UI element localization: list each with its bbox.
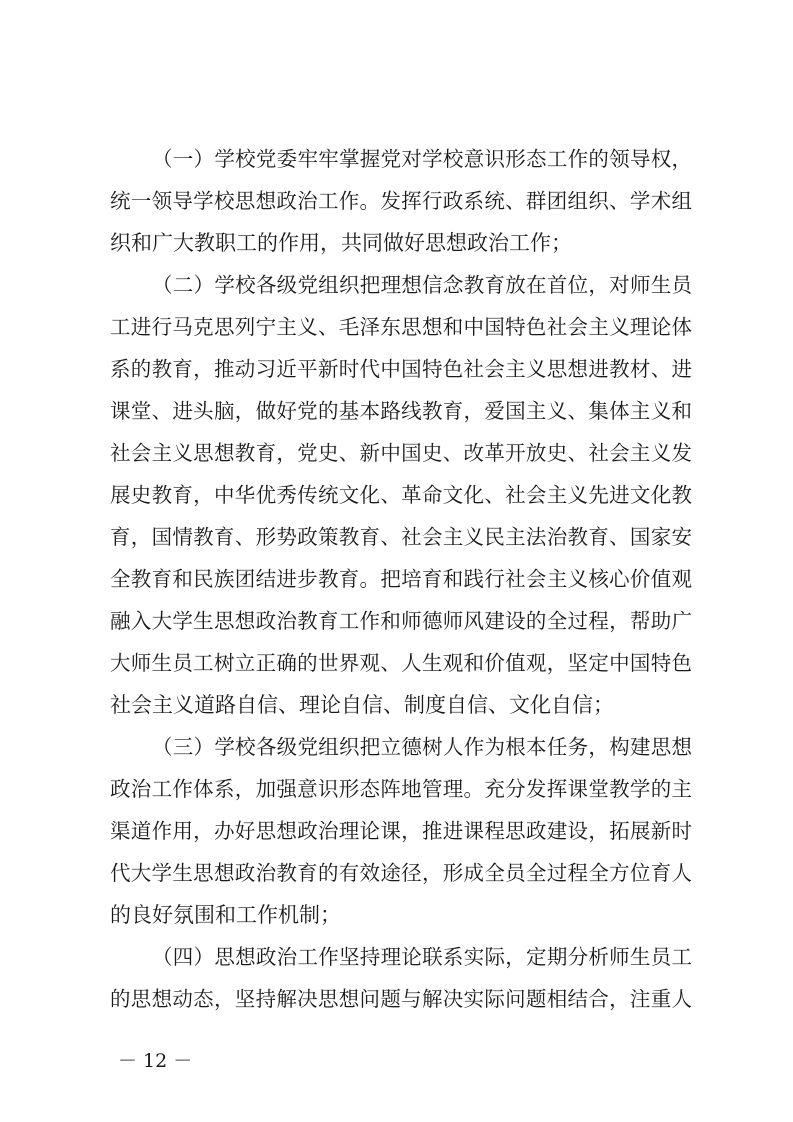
- paragraph-2-line-6: 展史教育，中华优秀传统文化、革命文化、社会主义先进文化教: [110, 483, 692, 507]
- paragraph-2-line-5: 社会主义思想教育，党史、新中国史、改革开放史、社会主义发: [110, 441, 692, 465]
- paragraph-2-line-10: 大师生员工树立正确的世界观、人生观和价值观，坚定中国特色: [110, 651, 692, 675]
- paragraph-3-line-3: 渠道作用，办好思想政治理论课，推进课程思政建设，拓展新时: [110, 819, 692, 843]
- paragraph-3-line-5: 的良好氛围和工作机制；: [110, 903, 341, 927]
- paragraph-2-line-1: （二）学校各级党组织把理想信念教育放在首位，对师生员: [152, 273, 692, 297]
- paragraph-2-line-8: 全教育和民族团结进步教育。把培育和践行社会主义核心价值观: [110, 567, 692, 591]
- page-number: － 12 －: [118, 1050, 193, 1072]
- paragraph-4-line-2: 的思想动态，坚持解决思想问题与解决实际问题相结合，注重人: [110, 987, 692, 1011]
- paragraph-2-line-2: 工进行马克思列宁主义、毛泽东思想和中国特色社会主义理论体: [110, 315, 692, 339]
- paragraph-4-line-1: （四）思想政治工作坚持理论联系实际，定期分析师生员工: [152, 945, 692, 969]
- paragraph-2-line-4: 课堂、进头脑，做好党的基本路线教育，爱国主义、集体主义和: [110, 399, 692, 423]
- paragraph-2-line-7: 育，国情教育、形势政策教育、社会主义民主法治教育、国家安: [110, 525, 692, 549]
- paragraph-3-line-4: 代大学生思想政治教育的有效途径，形成全员全过程全方位育人: [110, 861, 692, 885]
- paragraph-1-line-1: （一）学校党委牢牢掌握党对学校意识形态工作的领导权，: [152, 147, 692, 171]
- paragraph-3-line-1: （三）学校各级党组织把立德树人作为根本任务，构建思想: [152, 735, 692, 759]
- paragraph-1-line-3: 织和广大教职工的作用，共同做好思想政治工作；: [110, 231, 572, 255]
- paragraph-1-line-2: 统一领导学校思想政治工作。发挥行政系统、群团组织、学术组: [110, 189, 692, 213]
- paragraph-3-line-2: 政治工作体系，加强意识形态阵地管理。充分发挥课堂教学的主: [110, 777, 692, 801]
- paragraph-2-line-11: 社会主义道路自信、理论自信、制度自信、文化自信；: [110, 693, 614, 717]
- paragraph-2-line-9: 融入大学生思想政治教育工作和师德师风建设的全过程，帮助广: [110, 609, 692, 633]
- paragraph-2-line-3: 系的教育，推动习近平新时代中国特色社会主义思想进教材、进: [110, 357, 692, 381]
